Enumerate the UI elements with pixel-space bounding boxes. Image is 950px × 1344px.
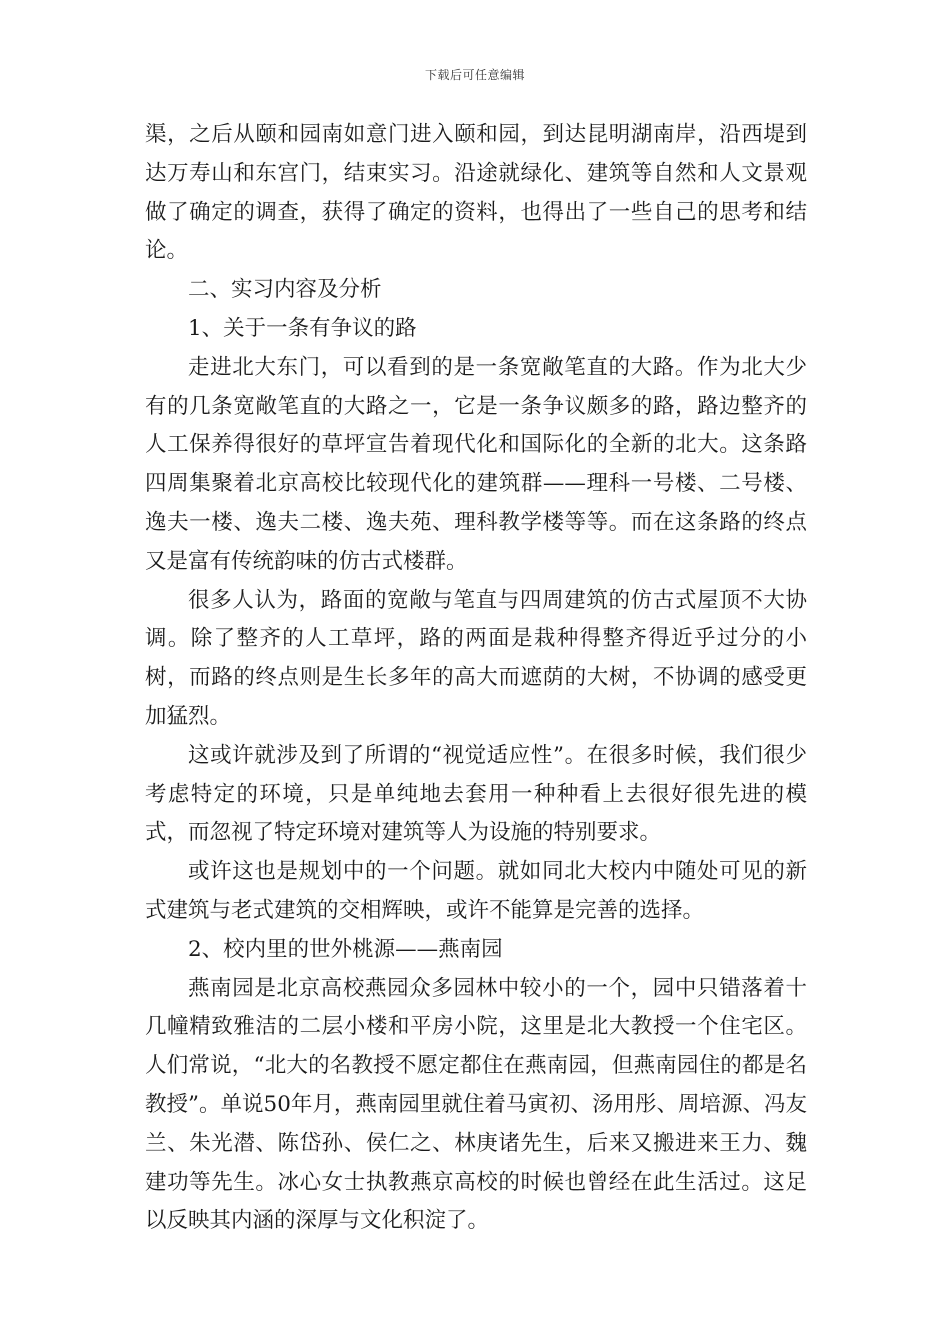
paragraph: 或许这也是规划中的一个问题。就如同北大校内中随处可见的新式建筑与老式建筑的交相辉映，或许不能算是完善的选择。 [145, 859, 807, 923]
paragraph: 燕南园是北京高校燕园众多园林中较小的一个，园中只错落着十几幢精致雅洁的二层小楼和平房小院，这里是北大教授一个住宅区。人们常说，“北大的名教授不愿定都住在燕南园，但燕南园住的都是名教授”。单说50年月，燕南园里就住着马寅初、汤用彤、周培源、冯友兰、朱光潜、陈岱孙、侯仁之、林庚诸先生，后来又搬进来王力、魏建功等先生。冰心女士执教燕京高校的时候也曾经在此生活过。这足以反映其内涵的深厚与文化积淀了。 [145, 975, 807, 1234]
section-heading: 二、实习内容及分析 [188, 277, 382, 303]
paragraph: 这或许就涉及到了所谓的“视觉适应性”。在很多时候，我们很少考虑特定的环境，只是单纯地去套用一种种看上去很好很先进的模式，而忽视了特定环境对建筑等人为设施的特别要求。 [145, 742, 807, 846]
document-body [145, 116, 807, 1241]
paragraph-continuation: 渠，之后从颐和园南如意门进入颐和园，到达昆明湖南岸，沿西堤到达万寿山和东宫门，结束实习。沿途就绿化、建筑等自然和人文景观做了确定的调查，获得了确定的资料，也得出了一些自己的思考和结论。 [145, 122, 807, 264]
subsection-heading: 1、关于一条有争议的路 [188, 315, 417, 341]
subsection-heading: 2、校内里的世外桃源——燕南园 [188, 936, 503, 962]
paragraph: 很多人认为，路面的宽敞与笔直与四周建筑的仿古式屋顶不大协调。除了整齐的人工草坪，路的两面是栽种得整齐得近乎过分的小树，而路的终点则是生长多年的高大而遮荫的大树，不协调的感受更加猛烈。 [145, 587, 807, 729]
paragraph: 走进北大东门，可以看到的是一条宽敞笔直的大路。作为北大少有的几条宽敞笔直的大路之一，它是一条争议颇多的路，路边整齐的人工保养得很好的草坪宣告着现代化和国际化的全新的北大。这条路四周集聚着北京高校比较现代化的建筑群——理科一号楼、二号楼、逸夫一楼、逸夫二楼、逸夫苑、理科教学楼等等。而在这条路的终点又是富有传统韵味的仿古式楼群。 [145, 354, 807, 574]
page-header: 下载后可任意编辑 [424, 68, 525, 82]
